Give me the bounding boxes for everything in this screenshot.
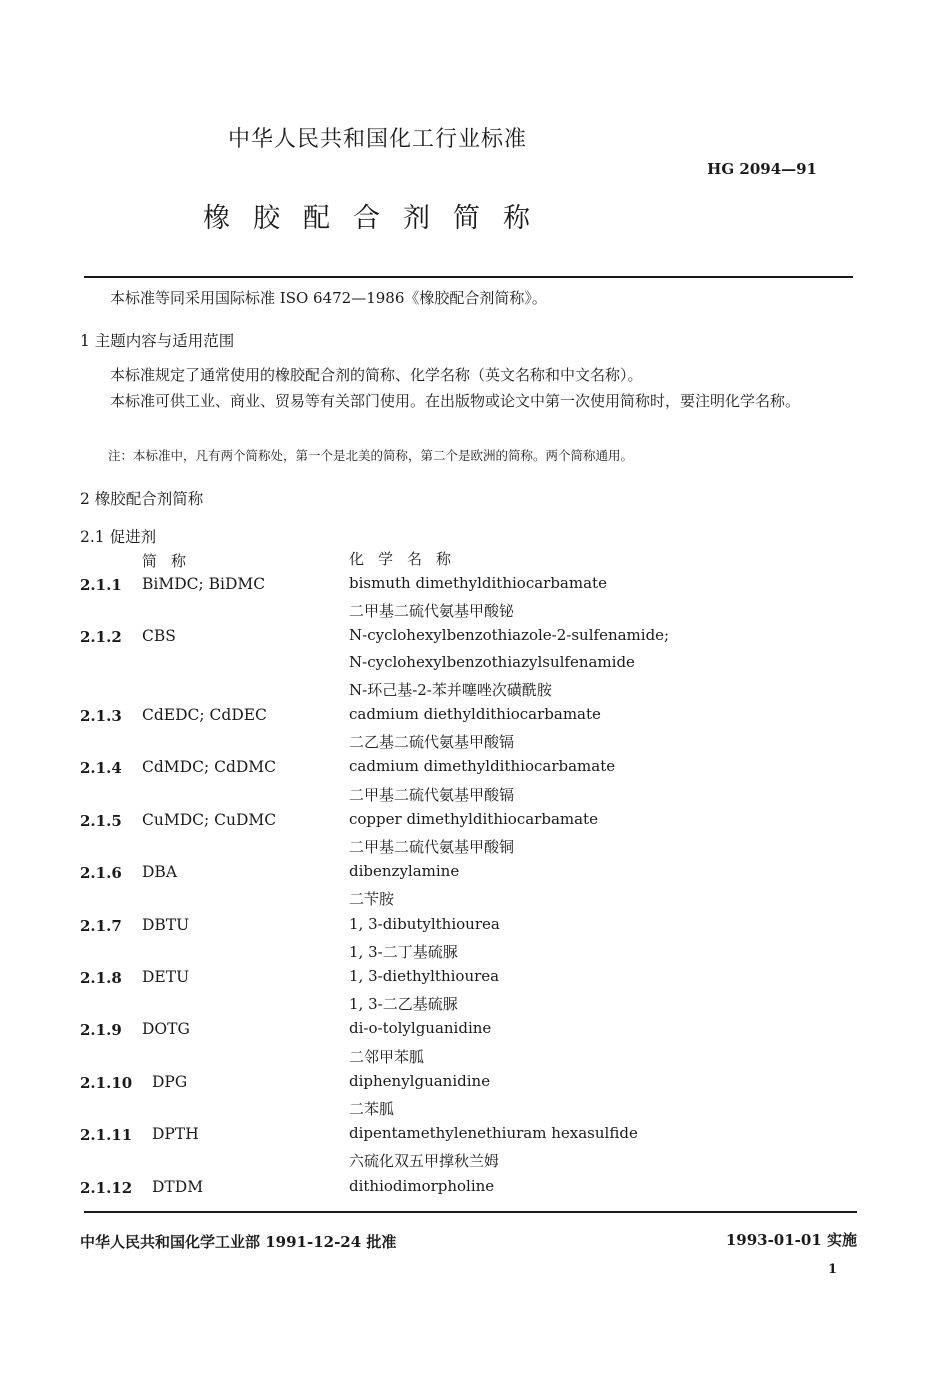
entry-english-name: cadmium dimethyldithiocarbamate	[349, 757, 616, 776]
entry-abbreviation: CuMDC; CuDMC	[142, 810, 277, 829]
entry-number: 2.1.11	[80, 1126, 133, 1145]
intro-paragraph: 本标准等同采用国际标准 ISO 6472—1986《橡胶配合剂简称》。	[110, 289, 547, 307]
entry-number: 2.1.9	[80, 1021, 122, 1040]
entry-english-name: di-o-tolylguanidine	[349, 1019, 492, 1038]
bottom-divider	[84, 1211, 857, 1213]
entry-abbreviation: DBA	[142, 863, 178, 882]
section-1-heading: 1 主题内容与适用范围	[80, 332, 235, 350]
entry-abbreviation: BiMDC; BiDMC	[142, 575, 266, 593]
column-header-chemical-name: 化学名称	[349, 550, 466, 568]
entry-number: 2.1.7	[80, 916, 122, 935]
entry-chinese-name: 二乙基二硫代氨基甲酸镉	[349, 733, 515, 752]
entry-english-name: dipentamethylenethiuram hexasulfide	[349, 1124, 638, 1143]
entry-abbreviation: DETU	[142, 968, 190, 986]
entry-english-name: dibenzylamine	[349, 862, 460, 881]
entry-chinese-name: 二苯胍	[349, 1100, 395, 1118]
entry-number: 2.1.1	[80, 576, 122, 594]
entry-abbreviation: CdMDC; CdDMC	[142, 758, 277, 777]
entry-number: 2.1.12	[80, 1178, 133, 1197]
top-divider	[84, 276, 853, 278]
section-1-paragraph-2: 本标准可供工业、商业、贸易等有关部门使用。在出版物或论文中第一次使用简称时，要注明化学名称。	[110, 392, 801, 410]
entry-abbreviation: CdEDC; CdDEC	[142, 706, 267, 724]
entry-chinese-name: 二甲基二硫代氨基甲酸铋	[349, 602, 515, 621]
entry-number: 2.1.2	[80, 628, 122, 647]
entry-chinese-name: 二邻甲苯胍	[349, 1047, 425, 1066]
entry-english-name: dithiodimorpholine	[349, 1176, 495, 1195]
entry-english-name: diphenylguanidine	[349, 1071, 491, 1090]
entry-english-name: N-cyclohexylbenzothiazole-2-sulfenamide;	[349, 626, 670, 645]
entry-abbreviation: DBTU	[142, 915, 190, 934]
approval-line: 中华人民共和国化学工业部 1991-12-24 批准	[80, 1233, 397, 1251]
entry-chinese-name: 二苄胺	[349, 890, 395, 909]
entry-chinese-name: 六硫化双五甲撑秋兰姆	[349, 1152, 500, 1171]
document-title: 橡胶配合剂简称	[203, 203, 553, 234]
entry-number: 2.1.3	[80, 707, 122, 725]
entry-english-name: bismuth dimethyldithiocarbamate	[349, 574, 607, 592]
entry-english-name: N-cyclohexylbenzothiazylsulfenamide	[349, 652, 635, 671]
entry-number: 2.1.5	[80, 811, 122, 830]
section-1-note: 注：本标准中，凡有两个简称处，第一个是北美的简称，第二个是欧洲的简称。两个简称通用。	[108, 448, 634, 463]
section-2-heading: 2 橡胶配合剂简称	[80, 490, 204, 508]
issuer-heading: 中华人民共和国化工行业标准	[228, 127, 528, 152]
entry-chinese-name: 1, 3-二丁基硫脲	[349, 942, 458, 961]
entry-number: 2.1.4	[80, 759, 122, 778]
entry-english-name: copper dimethyldithiocarbamate	[349, 809, 598, 828]
entry-chinese-name: N-环己基-2-苯并噻唑次磺酰胺	[349, 680, 552, 699]
entry-abbreviation: DTDM	[152, 1177, 204, 1196]
entry-chinese-name: 二甲基二硫代氨基甲酸镉	[349, 785, 515, 804]
entry-abbreviation: DPG	[152, 1072, 188, 1091]
standard-code: HG 2094—91	[707, 160, 817, 178]
page-number: 1	[827, 1262, 837, 1277]
column-header-abbreviation: 简称	[142, 552, 201, 570]
subsection-2-1-heading: 2.1 促进剂	[80, 528, 157, 546]
effective-date: 1993-01-01 实施	[725, 1231, 857, 1249]
entry-abbreviation: CBS	[142, 627, 176, 646]
section-1-paragraph-1: 本标准规定了通常使用的橡胶配合剂的简称、化学名称（英文名称和中文名称）。	[110, 366, 643, 384]
entry-number: 2.1.10	[80, 1073, 133, 1092]
entry-chinese-name: 1, 3-二乙基硫脲	[349, 995, 458, 1014]
entry-english-name: cadmium diethyldithiocarbamate	[349, 705, 601, 723]
entry-english-name: 1, 3-diethylthiourea	[349, 967, 500, 985]
entry-english-name: 1, 3-dibutylthiourea	[349, 914, 500, 933]
entry-abbreviation: DOTG	[142, 1020, 190, 1039]
entry-chinese-name: 二甲基二硫代氨基甲酸铜	[349, 838, 515, 856]
entry-abbreviation: DPTH	[152, 1125, 199, 1144]
entry-number: 2.1.6	[80, 864, 122, 883]
entry-number: 2.1.8	[80, 969, 122, 987]
